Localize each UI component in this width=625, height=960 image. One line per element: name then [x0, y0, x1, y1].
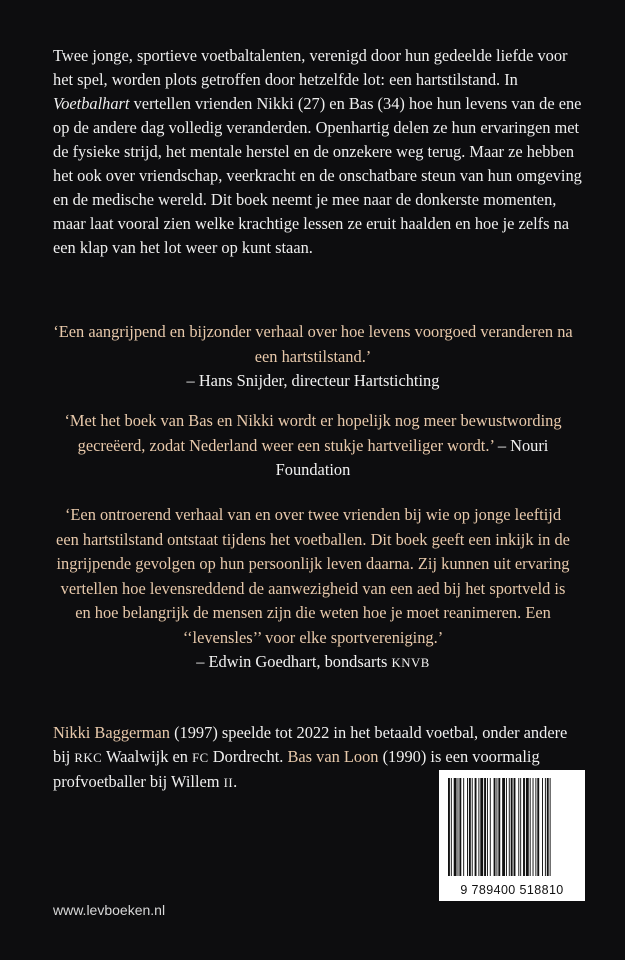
isbn-number: 9 789400 518810 [460, 883, 564, 897]
blurb-text-start: Twee jonge, sportieve voetbaltalenten, verenigd door hun gedeelde liefde voor het spel, worden plots getroffen door hetzelfde lot: een hartstilstand. In [53, 46, 568, 89]
club-fc: FC [192, 751, 209, 765]
review-quote-2 [53, 409, 573, 483]
back-cover-blurb [53, 44, 583, 260]
quote-attribution: – Edwin Goedhart, bondsarts [196, 652, 392, 671]
book-title: Voetbalhart [53, 94, 130, 113]
publisher-website: www.levboeken.nl [53, 902, 166, 918]
blurb-text-rest: vertellen vrienden Nikki (27) en Bas (34) hoe hun levens van de ene op de andere dag volledig veranderden. Openhartig delen ze hun ervaringen met de fysieke strijd, het mentale herstel en de onzekere weg terug. Maar ze hebben het ook over vriendschap, veerkracht en de onschatbare steun van hun omgeving en de medische wereld. Dit boek neemt je mee naar de donkerste momenten, maar laat vooral zien welke krachtige lessen ze eruit haalden en hoe je zelfs na een klap van het lot weer op kunt staan. [53, 94, 582, 257]
quote-attribution: – Hans Snijder, directeur Hartstichting [186, 371, 440, 390]
bio-text: (1990) is een voormalig profvoetballer bij Willem [53, 747, 540, 791]
quote-text: ‘Een ontroerend verhaal van en over twee vrienden bij wie op jonge leeftijd een hartstilstand ontstaat tijdens het voetballen. Dit boek geeft een inkijk in de ingrijpende gevolgen op hun persoonlijk leven daarna. Zij kunnen uit ervaring vertellen hoe levensreddend de aanwezigheid van een aed bij het sportveld is en hoe belangrijk de mensen zijn die weten hoe je moet reanimeren. Een ‘‘levensles’’ voor elke sportvereniging.’ [56, 505, 570, 647]
quote-attribution-org: KNVB [391, 656, 430, 670]
isbn-barcode [439, 770, 585, 901]
quote-text: ‘Een aangrijpend en bijzonder verhaal over hoe levens voorgoed veranderen na een hartstilstand.’ [53, 322, 573, 366]
review-quote-3 [53, 503, 573, 676]
bio-text: . [233, 772, 238, 791]
club-rkc: RKC [74, 751, 103, 765]
quote-text: ‘Met het boek van Bas en Nikki wordt er hopelijk nog meer bewustwording gecreëerd, zodat Nederland weer een stukje hartveiliger wordt.’ [64, 411, 562, 455]
author-name-bas: Bas van Loon [287, 747, 379, 766]
review-quote-1 [53, 320, 573, 394]
bio-text: Dordrecht. [208, 747, 288, 766]
bio-text: Waalwijk en [102, 747, 193, 766]
quote-attribution: – Nouri Foundation [275, 435, 549, 479]
bio-text: (1997) speelde tot 2022 in het betaald voetbal, onder andere bij [53, 723, 568, 766]
club-willem-ii: II [223, 776, 234, 790]
author-name-nikki: Nikki Baggerman [53, 723, 170, 742]
barcode-bars [447, 778, 577, 876]
